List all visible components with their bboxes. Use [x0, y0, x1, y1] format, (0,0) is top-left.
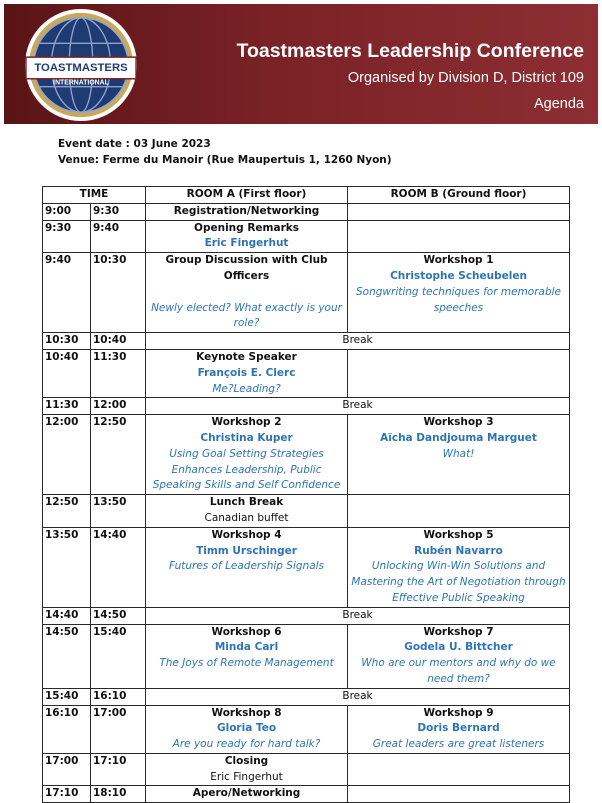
start-time: 12:00 [43, 415, 91, 495]
room-b-cell [348, 220, 570, 253]
end-time: 14:40 [91, 527, 146, 607]
table-row [43, 607, 570, 624]
speaker-name: Eric Fingerhut [204, 237, 289, 250]
room-a-cell [146, 253, 348, 333]
table-row [43, 495, 570, 528]
room-a-cell [146, 415, 348, 495]
end-time: 14:50 [91, 607, 146, 624]
session-title: Group Discussion with Club Officers [165, 254, 328, 282]
table-header-row [43, 187, 570, 204]
break-cell: Break [146, 607, 570, 624]
speaker-name: Gloria Teo [216, 722, 277, 735]
header-room-a: ROOM A (First floor) [146, 187, 348, 204]
speaker-name: Minda Carl [214, 641, 279, 654]
end-time: 15:40 [91, 624, 146, 688]
session-title: Keynote Speaker [196, 350, 297, 363]
session-title: Workshop 8 [211, 706, 282, 719]
speaker-name: Godela U. Bittcher [404, 641, 513, 654]
room-a-cell [146, 495, 348, 528]
room-b-cell [348, 495, 570, 528]
session-title: Workshop 1 [423, 254, 494, 267]
start-time: 14:50 [43, 624, 91, 688]
end-time: 16:10 [91, 688, 146, 705]
end-time: 11:30 [91, 349, 146, 397]
room-b-cell [348, 349, 570, 397]
end-time: 18:10 [91, 786, 146, 803]
room-a-cell [146, 349, 348, 397]
header-room-b: ROOM B (Ground floor) [348, 187, 570, 204]
start-time: 17:10 [43, 786, 91, 803]
session-detail: Canadian buffet [204, 511, 289, 524]
break-cell: Break [146, 398, 570, 415]
speaker-name: Timm Urschinger [196, 544, 297, 557]
subtitle: Organised by Division D, District 109 [347, 70, 584, 86]
session-title: Opening Remarks [194, 221, 299, 234]
agenda-label: Agenda [534, 96, 584, 112]
session-topic: What! [442, 447, 475, 460]
session-topic: Me?Leading? [212, 382, 281, 395]
break-cell: Break [146, 688, 570, 705]
table-row [43, 398, 570, 415]
room-b-cell [348, 203, 570, 220]
header-time: TIME [43, 187, 146, 204]
end-time: 12:50 [91, 415, 146, 495]
start-time: 13:50 [43, 527, 91, 607]
room-b-cell [348, 624, 570, 688]
end-time: 17:10 [91, 753, 146, 786]
start-time: 10:30 [43, 333, 91, 350]
end-time: 9:40 [91, 220, 146, 253]
speaker-name: Rubén Navarro [414, 544, 503, 557]
table-row [43, 220, 570, 253]
session-topic: Unlocking Win-Win Solutions and Mastering the Art of Negotiation through Effective Public Speaking [351, 560, 566, 604]
logo-text-bottom: INTERNATIONAL [53, 79, 109, 87]
session-title: Workshop 4 [211, 528, 282, 541]
room-a-cell [146, 786, 348, 803]
speaker-name: Christina Kuper [200, 431, 293, 444]
speaker-name: Aïcha Dandjouma Marguet [380, 431, 537, 444]
speaker-name: Doris Bernard [417, 722, 500, 735]
start-time: 17:00 [43, 753, 91, 786]
session-title: Workshop 2 [211, 416, 282, 429]
session-title: Lunch Break [209, 496, 284, 509]
table-row [43, 624, 570, 688]
table-row [43, 253, 570, 333]
room-a-cell [146, 203, 348, 220]
speaker-name: François E. Clerc [197, 366, 296, 379]
start-time: 10:40 [43, 349, 91, 397]
session-topic: Songwriting techniques for memorable speeches [356, 285, 562, 314]
break-cell: Break [146, 333, 570, 350]
session-detail: Eric Fingerhut [210, 770, 283, 783]
table-row [43, 203, 570, 220]
room-a-cell [146, 705, 348, 753]
agenda-body [43, 203, 570, 802]
table-row [43, 705, 570, 753]
logo-text-top: TOASTMASTERS [34, 61, 128, 74]
start-time: 15:40 [43, 688, 91, 705]
room-a-cell [146, 624, 348, 688]
header-banner [4, 4, 598, 124]
end-time: 10:40 [91, 333, 146, 350]
event-date: Event date : 03 June 2023 [58, 138, 211, 150]
session-topic: Great leaders are great listeners [372, 738, 545, 751]
session-title: Registration/Networking [173, 204, 320, 217]
session-topic: Are you ready for hard talk? [172, 738, 321, 751]
table-row [43, 753, 570, 786]
start-time: 16:10 [43, 705, 91, 753]
start-time: 14:40 [43, 607, 91, 624]
table-row [43, 527, 570, 607]
room-a-cell [146, 753, 348, 786]
table-row [43, 415, 570, 495]
start-time: 9:30 [43, 220, 91, 253]
session-title: Workshop 9 [423, 706, 494, 719]
speaker-name: Christophe Scheubelen [390, 269, 527, 282]
start-time: 9:40 [43, 253, 91, 333]
session-title: Workshop 7 [423, 625, 494, 638]
room-b-cell [348, 527, 570, 607]
toastmasters-logo-icon [22, 6, 140, 124]
end-time: 12:00 [91, 398, 146, 415]
end-time: 17:00 [91, 705, 146, 753]
event-info [58, 136, 392, 168]
session-title: Workshop 5 [423, 528, 494, 541]
table-row [43, 786, 570, 803]
agenda-table [42, 186, 570, 803]
spacer [148, 285, 345, 301]
table-row [43, 688, 570, 705]
session-topic: Who are our mentors and why do we need them? [361, 657, 556, 685]
room-b-cell [348, 705, 570, 753]
session-title: Workshop 6 [211, 625, 282, 638]
session-title: Workshop 3 [423, 416, 494, 429]
start-time: 9:00 [43, 203, 91, 220]
table-row [43, 333, 570, 350]
room-a-cell [146, 220, 348, 253]
session-topic: The Joys of Remote Management [159, 657, 334, 670]
session-title: Closing [224, 754, 269, 767]
end-time: 10:30 [91, 253, 146, 333]
room-b-cell [348, 753, 570, 786]
start-time: 11:30 [43, 398, 91, 415]
table-row [43, 349, 570, 397]
room-b-cell [348, 253, 570, 333]
session-topic: Using Goal Setting Strategies Enhances Leadership, Public Speaking Skills and Self Confidence [152, 447, 341, 492]
end-time: 13:50 [91, 495, 146, 528]
room-a-cell [146, 527, 348, 607]
start-time: 12:50 [43, 495, 91, 528]
event-venue: Venue: Ferme du Manoir (Rue Maupertuis 1, 1260 Nyon) [58, 154, 392, 166]
end-time: 9:30 [91, 203, 146, 220]
room-b-cell [348, 415, 570, 495]
session-topic: Newly elected? What exactly is your role? [151, 301, 342, 330]
session-topic: Futures of Leadership Signals [168, 560, 325, 573]
page-title: Toastmasters Leadership Conference [236, 40, 584, 62]
room-b-cell [348, 786, 570, 803]
session-title: Apero/Networking [192, 787, 301, 800]
